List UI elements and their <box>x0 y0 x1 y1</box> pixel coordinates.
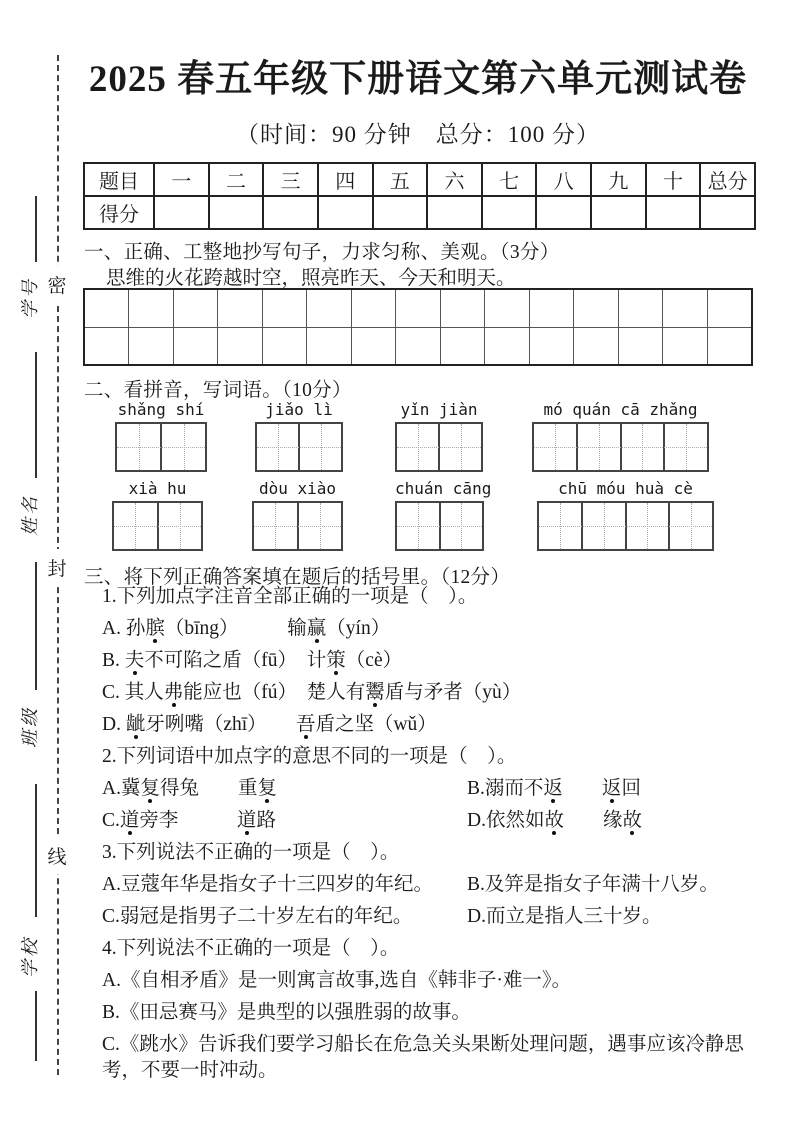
writing-box-cell <box>539 503 583 549</box>
score-table-corner: 题目 <box>84 163 154 196</box>
fill-in-blank-line <box>35 562 37 690</box>
writing-box-cell <box>162 424 205 470</box>
score-empty-cell <box>209 196 264 229</box>
question-stem: 2.下列词语中加点字的意思不同的一项是（ ）。 <box>102 746 517 767</box>
option-item: B. 夫不可陷之盾（fū） 计策（cè） <box>102 650 403 671</box>
option-item: C.弱冠是指男子二十岁左右的年纪。 <box>102 906 413 927</box>
copy-grid-cell <box>707 327 752 365</box>
option-grid <box>102 872 760 930</box>
score-empty-cell <box>646 196 701 229</box>
option-item: C.道旁李 道路 <box>102 810 276 831</box>
copy-grid-cell <box>307 327 352 365</box>
emphasis-dot-char: 龇 <box>125 714 146 735</box>
pinyin-word-group <box>115 400 207 472</box>
copy-grid-cell <box>84 327 129 365</box>
score-table <box>83 162 756 230</box>
section-two-heading: 二、看拼音，写词语。（10分） <box>84 380 352 401</box>
question-1 <box>102 584 760 738</box>
emphasis-dot-char: 膑 <box>145 618 165 639</box>
character-writing-boxes <box>395 501 484 551</box>
score-empty-cell <box>591 196 646 229</box>
copy-grid-cell <box>663 327 708 365</box>
character-writing-boxes <box>537 501 714 551</box>
score-empty-cell <box>263 196 318 229</box>
writing-box-cell <box>627 503 671 549</box>
emphasis-dot-char: 夫 <box>124 650 145 671</box>
character-writing-boxes <box>112 501 203 551</box>
score-empty-cell <box>700 196 755 229</box>
pinyin-label: yǐn jiàn <box>400 400 478 419</box>
copy-grid-cell <box>218 327 263 365</box>
character-writing-boxes <box>115 422 207 472</box>
copy-grid-cell <box>574 289 619 327</box>
emphasis-dot-char: 道 <box>236 810 257 831</box>
score-table-column-header: 九 <box>591 163 646 196</box>
writing-box-cell <box>578 424 622 470</box>
score-empty-cell <box>536 196 591 229</box>
emphasis-dot-char: 鬻 <box>365 682 385 703</box>
copy-grid-cell <box>707 289 752 327</box>
pinyin-label: shǎng shí <box>117 400 205 419</box>
copy-grid-cell <box>173 289 218 327</box>
question-stem: 1.下列加点字注音全部正确的一项是（ ）。 <box>102 586 478 607</box>
writing-box-cell <box>534 424 578 470</box>
copy-grid-cell <box>574 327 619 365</box>
character-writing-boxes <box>532 422 709 472</box>
student-number-label: 学号 <box>20 277 40 319</box>
emphasis-dot-char: 返 <box>601 778 622 799</box>
writing-box-cell <box>117 424 162 470</box>
copy-grid-cell <box>396 289 441 327</box>
score-empty-cell <box>427 196 482 229</box>
class-label: 班级 <box>20 706 40 748</box>
pinyin-label: dòu xiào <box>258 479 337 498</box>
copy-grid-cell <box>129 327 174 365</box>
writing-box-cell <box>583 503 627 549</box>
section-one-heading: 一、正确、工整地抄写句子，力求匀称、美观。（3分） <box>84 242 560 263</box>
score-empty-cell <box>373 196 428 229</box>
emphasis-dot-char: 复 <box>257 778 278 799</box>
score-table-column-header: 五 <box>373 163 428 196</box>
copy-grid-cell <box>618 327 663 365</box>
question-4 <box>102 936 760 1084</box>
emphasis-dot-char: 策 <box>326 650 346 671</box>
score-empty-cell <box>482 196 537 229</box>
copy-grid-cell <box>529 327 574 365</box>
pinyin-label: chuán cāng <box>395 479 492 498</box>
option-item: D.依然如故 缘故 <box>467 810 643 831</box>
copy-grid-cell <box>529 289 574 327</box>
copy-grid-cell <box>396 327 441 365</box>
fill-in-blank-line <box>35 196 37 262</box>
school-label: 学校 <box>20 936 40 978</box>
copy-grid-cell <box>84 289 129 327</box>
copy-grid-cell <box>663 289 708 327</box>
pinyin-label: mó quán cā zhǎng <box>543 400 698 419</box>
copy-grid-cell <box>129 289 174 327</box>
writing-box-cell <box>440 424 481 470</box>
fill-in-blank-line <box>35 784 37 917</box>
option-item: B.《田忌赛马》是典型的以强胜弱的故事。 <box>102 1002 471 1023</box>
fill-in-blank-line <box>35 991 37 1061</box>
seal-char-mi: 密 <box>46 266 67 303</box>
pinyin-word-group <box>395 400 483 472</box>
section-three-heading: 三、将下列正确答案填在题后的括号里。（12分） <box>84 567 511 588</box>
score-empty-cell <box>318 196 373 229</box>
pinyin-word-group <box>255 400 343 472</box>
pinyin-word-group <box>532 400 709 472</box>
emphasis-dot-char: 故 <box>622 810 643 831</box>
pinyin-label: chū móu huà cè <box>558 479 693 498</box>
option-item: D.而立是指人三十岁。 <box>467 906 662 927</box>
copy-grid-cell <box>440 327 485 365</box>
copy-grid-cell <box>485 327 530 365</box>
score-table-column-header: 四 <box>318 163 373 196</box>
emphasis-dot-char: 弗 <box>163 682 184 703</box>
writing-box-cell <box>159 503 202 549</box>
copy-grid-cell <box>262 327 307 365</box>
score-table-column-header: 六 <box>427 163 482 196</box>
writing-box-cell <box>622 424 666 470</box>
writing-box-cell <box>397 424 440 470</box>
question-stem: 4.下列说法不正确的一项是（ ）。 <box>102 938 400 959</box>
page-title: 2025 春五年级下册语文第六单元测试卷 <box>88 59 748 100</box>
writing-box-cell <box>397 503 441 549</box>
writing-box-cell <box>299 503 342 549</box>
seal-char-xian: 线 <box>46 837 67 874</box>
score-table-column-header: 二 <box>209 163 264 196</box>
score-table-column-header: 七 <box>482 163 537 196</box>
copy-grid-cell <box>351 289 396 327</box>
emphasis-dot-char: 故 <box>544 810 564 831</box>
emphasis-dot-char: 吾 <box>295 714 316 735</box>
writing-box-cell <box>254 503 299 549</box>
copy-grid-cell <box>173 327 218 365</box>
writing-box-cell <box>665 424 707 470</box>
copy-grid-cell <box>440 289 485 327</box>
option-item: B.溺而不返 返回 <box>467 778 641 799</box>
pinyin-word-group <box>395 479 492 551</box>
pinyin-word-group <box>252 479 343 551</box>
question-3 <box>102 840 760 930</box>
pinyin-label: xià hu <box>128 479 187 498</box>
emphasis-dot-char: 赢 <box>306 618 327 639</box>
score-table-column-header: 总分 <box>700 163 755 196</box>
emphasis-dot-char: 返 <box>543 778 563 799</box>
option-item: C.《跳水》告诉我们要学习船长在危急关头果断处理问题，遇事应该冷静思考，不要一时冲动。 <box>102 1034 744 1081</box>
copy-grid-cell <box>618 289 663 327</box>
option-item: C. 其人弗能应也（fú） 楚人有鬻盾与矛者（yù） <box>102 682 522 703</box>
question-stem: 3.下列说法不正确的一项是（ ）。 <box>102 842 400 863</box>
multiple-choice-questions <box>102 584 760 1084</box>
pinyin-label: jiǎo lì <box>265 400 333 419</box>
pinyin-word-group <box>537 479 714 551</box>
option-grid <box>102 776 760 834</box>
option-item: A.《自相矛盾》是一则寓言故事,选自《韩非子·难一》。 <box>102 970 572 991</box>
pinyin-word-group <box>112 479 203 551</box>
character-writing-boxes <box>252 501 343 551</box>
page-subtitle: （时间：90 分钟 总分：100 分） <box>236 122 600 147</box>
writing-box-cell <box>441 503 483 549</box>
copy-writing-grid <box>83 288 753 366</box>
emphasis-dot-char: 道 <box>119 810 140 831</box>
option-item: B.及笄是指女子年满十八岁。 <box>467 874 719 895</box>
copy-sentence: 思维的火花跨越时空，照亮昨天、今天和明天。 <box>106 268 516 289</box>
score-table-column-header: 八 <box>536 163 591 196</box>
score-table-column-header: 三 <box>263 163 318 196</box>
copy-grid-cell <box>218 289 263 327</box>
option-item: A.豆蔻年华是指女子十三四岁的年纪。 <box>102 874 433 895</box>
question-2 <box>102 744 760 834</box>
option-item: A.冀复得兔 重复 <box>102 778 278 799</box>
score-table-column-header: 一 <box>154 163 209 196</box>
score-empty-cell <box>154 196 209 229</box>
writing-box-cell <box>670 503 712 549</box>
character-writing-boxes <box>255 422 343 472</box>
score-row-label: 得分 <box>84 196 154 229</box>
seal-char-feng: 封 <box>46 549 67 586</box>
copy-grid-cell <box>351 327 396 365</box>
option-item: D. 龇牙咧嘴（zhī） 吾盾之坚（wǔ） <box>102 714 437 735</box>
fill-in-blank-line <box>35 352 37 478</box>
character-writing-boxes <box>395 422 483 472</box>
emphasis-dot-char: 复 <box>140 778 160 799</box>
option-item: A. 孙膑（bīng） 输赢（yín） <box>102 618 391 639</box>
copy-grid-cell <box>262 289 307 327</box>
student-name-label: 姓名 <box>20 494 40 536</box>
writing-box-cell <box>257 424 300 470</box>
copy-grid-cell <box>307 289 352 327</box>
writing-box-cell <box>300 424 341 470</box>
writing-box-cell <box>114 503 159 549</box>
score-table-column-header: 十 <box>646 163 701 196</box>
copy-grid-cell <box>485 289 530 327</box>
